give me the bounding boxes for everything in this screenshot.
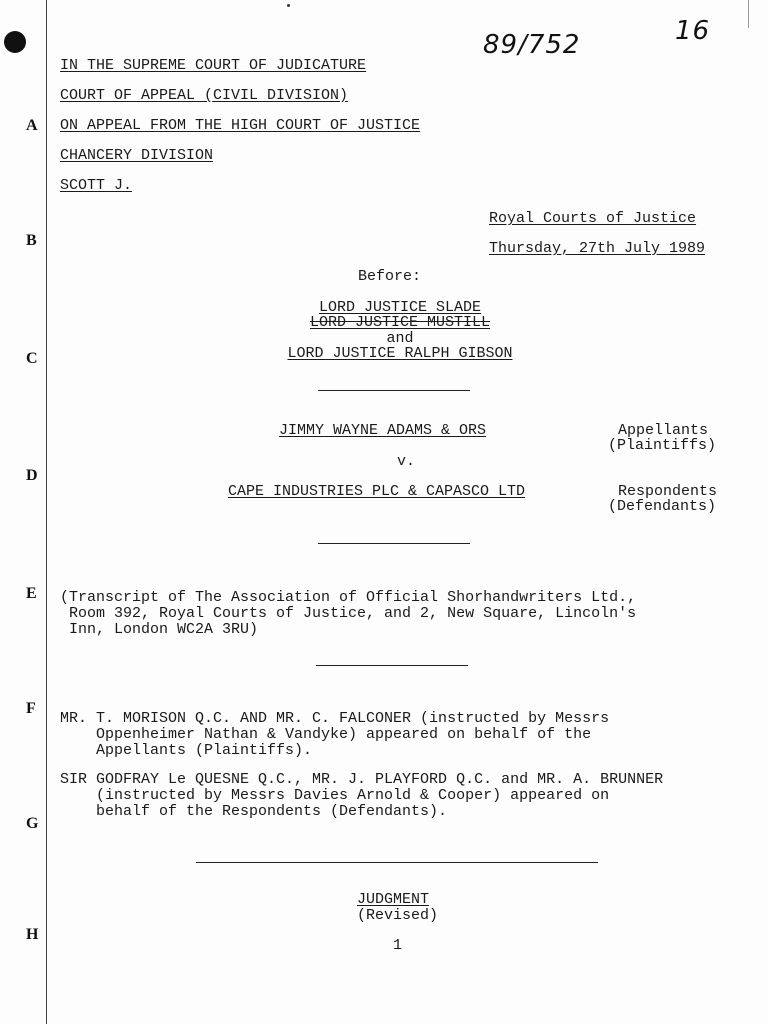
respondent-role: Respondents bbox=[618, 483, 718, 500]
top-dot bbox=[287, 4, 290, 7]
handwritten-page-mark: 16 bbox=[675, 16, 711, 46]
margin-letter-b: B bbox=[26, 232, 37, 249]
divider-3 bbox=[316, 665, 468, 666]
punch-hole bbox=[4, 31, 26, 53]
judge-1: LORD JUSTICE SLADE bbox=[318, 299, 482, 316]
transcript-line-3: Inn, London WC2A 3RU) bbox=[60, 621, 259, 638]
judge-below: SCOTT J. bbox=[60, 177, 133, 194]
counsel-appellants-line-2: Oppenheimer Nathan & Vandyke) appeared on behalf of the bbox=[60, 726, 592, 743]
court-line-2: COURT OF APPEAL (CIVIL DIVISION) bbox=[60, 87, 349, 104]
appellant-role: Appellants bbox=[618, 422, 709, 439]
page-number: 1 bbox=[393, 937, 403, 954]
versus-label: v. bbox=[397, 453, 416, 470]
and-label: and bbox=[386, 330, 414, 347]
divider-1 bbox=[318, 390, 470, 391]
appellant-name: JIMMY WAYNE ADAMS & ORS bbox=[279, 422, 487, 439]
margin-letter-a: A bbox=[26, 117, 38, 134]
margin-letter-g: G bbox=[26, 815, 39, 832]
judgment-subtitle: (Revised) bbox=[357, 907, 439, 924]
transcript-line-1: (Transcript of The Association of Official Shorhandwriters Ltd., bbox=[60, 589, 637, 606]
hearing-date: Thursday, 27th July 1989 bbox=[489, 240, 706, 257]
counsel-respondents-line-1: SIR GODFRAY Le QUESNE Q.C., MR. J. PLAYFORD Q.C. and MR. A. BRUNNER bbox=[60, 771, 664, 788]
counsel-respondents-line-3: behalf of the Respondents (Defendants). bbox=[60, 803, 448, 820]
respondent-role-detail: (Defendants) bbox=[608, 498, 717, 515]
appellant-role-detail: (Plaintiffs) bbox=[608, 437, 717, 454]
edge-mark bbox=[748, 0, 749, 28]
counsel-appellants-line-1: MR. T. MORISON Q.C. AND MR. C. FALCONER (instructed by Messrs bbox=[60, 710, 610, 727]
judge-2: LORD JUSTICE MUSTILL bbox=[309, 314, 491, 331]
court-line-4: CHANCERY DIVISION bbox=[60, 147, 214, 164]
counsel-respondents-line-2: (instructed by Messrs Davies Arnold & Cooper) appeared on bbox=[60, 787, 610, 804]
handwritten-reference: 89/752 bbox=[483, 30, 581, 60]
divider-4 bbox=[196, 862, 598, 863]
court-line-3: ON APPEAL FROM THE HIGH COURT OF JUSTICE bbox=[60, 117, 421, 134]
margin-letter-f: F bbox=[26, 700, 36, 717]
court-line-1: IN THE SUPREME COURT OF JUDICATURE bbox=[60, 57, 367, 74]
margin-letter-d: D bbox=[26, 467, 38, 484]
venue: Royal Courts of Justice bbox=[489, 210, 697, 227]
divider-2 bbox=[318, 543, 470, 544]
margin-letter-h: H bbox=[26, 926, 39, 943]
judgment-title: JUDGMENT bbox=[357, 891, 430, 908]
judge-3: LORD JUSTICE RALPH GIBSON bbox=[287, 345, 513, 362]
margin-rule bbox=[46, 0, 47, 1024]
respondent-name: CAPE INDUSTRIES PLC & CAPASCO LTD bbox=[228, 483, 526, 500]
transcript-line-2: Room 392, Royal Courts of Justice, and 2, New Square, Lincoln's bbox=[60, 605, 637, 622]
counsel-appellants-line-3: Appellants (Plaintiffs). bbox=[60, 742, 313, 759]
margin-letter-e: E bbox=[26, 585, 37, 602]
margin-letter-c: C bbox=[26, 350, 38, 367]
before-label: Before: bbox=[358, 268, 422, 285]
